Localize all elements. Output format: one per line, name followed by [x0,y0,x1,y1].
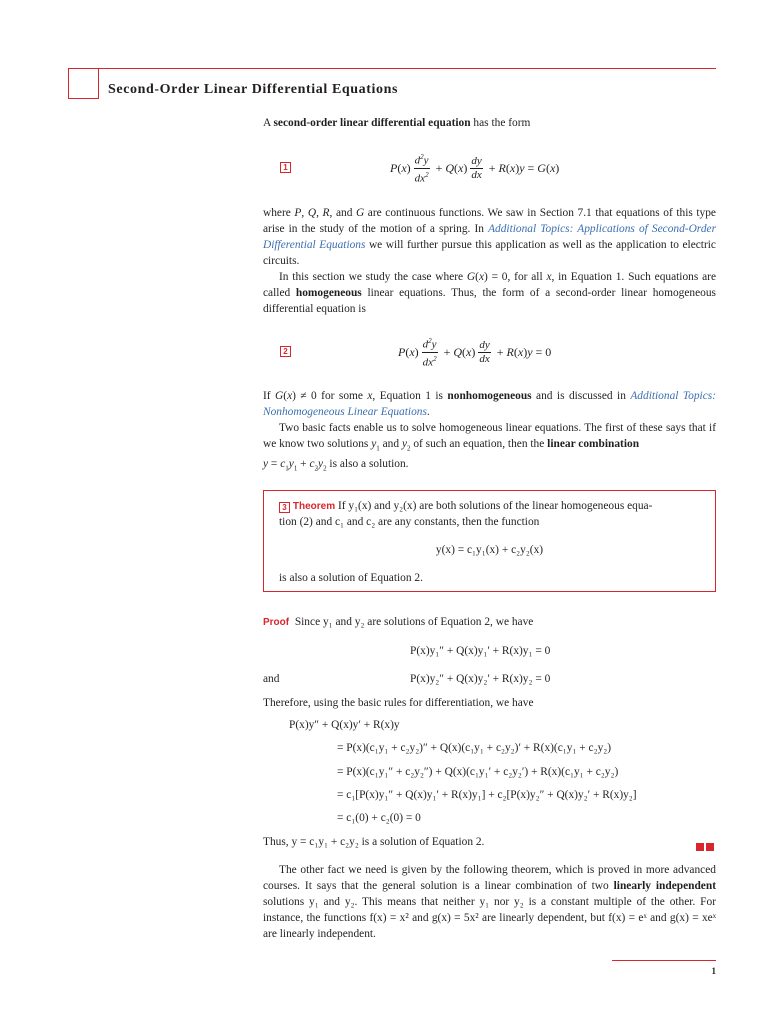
term-nonhomogeneous: nonhomogeneous [447,390,532,402]
section-title: Second-Order Linear Differential Equations [108,82,399,97]
proof-equation-a: P(x)y₁″ + Q(x)y₁′ + R(x)y₁ = 0 [410,645,551,657]
term-linear-combination: linear combination [547,438,640,450]
proof-step-1: = P(x)(c₁y₁ + c₂y₂)″ + Q(x)(c₁y₁ + c₂y₂)′ + R(x)(c₁y₁ + c₂y₂) [337,742,612,754]
theorem-line-2: tion (2) and c₁ and c₂ are any constants, then the function [279,516,540,528]
proof-step-2: = P(x)(c₁y₁″ + c₂y₂″) + Q(x)(c₁y₁′ + c₂y₂′) + R(x)(c₁y₁ + c₂y₂) [337,766,619,778]
proof-lhs: P(x)y″ + Q(x)y′ + R(x)y [289,719,400,731]
proof-and: and [263,673,280,685]
theorem-formula: y(x) = c₁y₁(x) + c₂y₂(x) [435,544,544,556]
qed-marker [694,838,714,856]
proof-label: Proof [263,617,290,628]
page-number: 1 [711,966,716,976]
header-corner-box [68,68,99,99]
paragraph-5: The other fact we need is given by the following theorem, which is proved in more advanced courses. It says that the general solution is a linear combination of two linearly independent solutions y₁ and y₂. This means that neither y₁ nor y₂ is a constant multiple of the other. For instance, the functions f(x) = x² and g(x) = 5x² are linearly dependent, but f(x) = eˣ and g(x) = xeˣ are linearly independent. [263,864,716,940]
theorem-line-1: 3 Theorem If y₁(x) and y₂(x) are both solutions of the linear homogeneous equa- [279,498,652,515]
proof-conclusion: Thus, y = c₁y₁ + c₂y₂ is a solution of Equation 2. [263,836,485,848]
proof-step-3: = c₁[P(x)y₁″ + Q(x)y₁′ + R(x)y₁] + c₂[P(x)y₂″ + Q(x)y₂′ + R(x)y₂] [337,789,637,801]
equation-label-1: 1 [280,162,291,173]
term-second-order: second-order linear differential equation [273,117,471,129]
theorem-number: 3 [279,502,290,513]
term-homogeneous: homogeneous [295,287,362,299]
theorem-box [263,490,716,592]
link-applications[interactable]: Additional Topics: Applications of Second-Order Differential Equations [263,223,717,251]
equation-2: P ( x ) $\frac{d^2y}{dx^2}$ + Q ( x ) $\frac{dy}{dx}$ + R ( x ) y = 0 [398,336,552,369]
proof-therefore: Therefore, using the basic rules for differentiation, we have [263,697,534,709]
equation-label-2: 2 [280,346,291,357]
proof-step-4: = c₁(0) + c₂(0) = 0 [337,812,421,824]
header-rule [99,68,716,69]
intro-paragraph: A second-order linear differential equation has the form [263,117,531,129]
theorem-line-3: is also a solution of Equation 2. [279,572,423,584]
paragraph-3: If G(x) ≠ 0 for some x, Equation 1 is nonhomogeneous and is discussed in Additional Topics: Nonhomogeneous Linear Equations. Two basic facts enable us to solve homogeneous linear equations. The first of these says that if we know two solutions $y_1$ and $y_2$ of such an equation, then the linear combination $y = c_1y_1 + c_2y_2$ is also a solution. [263,390,716,473]
proof-equation-b: P(x)y₂″ + Q(x)y₂′ + R(x)y₂ = 0 [410,673,551,685]
link-nonhomogeneous[interactable]: Additional Topics: Nonhomogeneous Linear Equations [263,390,716,418]
theorem-label: Theorem [292,501,336,512]
paragraph-1: where P, Q, R, and G are continuous functions. We saw in Section 7.1 that equations of this type arise in the study of the motion of a spring. In Additional Topics: Applications of Second-Order Differential Equations we will further pursue this application as well as the application to electric circuits. In this section we study the case where G(x) = 0, for all x, in Equation 1. Such equations are called homogeneous linear equations. Thus, the form of a second-order linear homogeneous differential equation is [263,207,717,315]
equation-1: P ( x ) $\frac{d^2y}{dx^2}$ + Q ( x ) $\frac{dy}{dx}$ + R ( x ) y = G ( x ) [390,152,560,185]
footer-rule [612,960,716,961]
term-linearly-independent: linearly independent [613,880,716,892]
proof-intro: Proof Since y₁ and y₂ are solutions of Equation 2, we have [263,616,534,628]
